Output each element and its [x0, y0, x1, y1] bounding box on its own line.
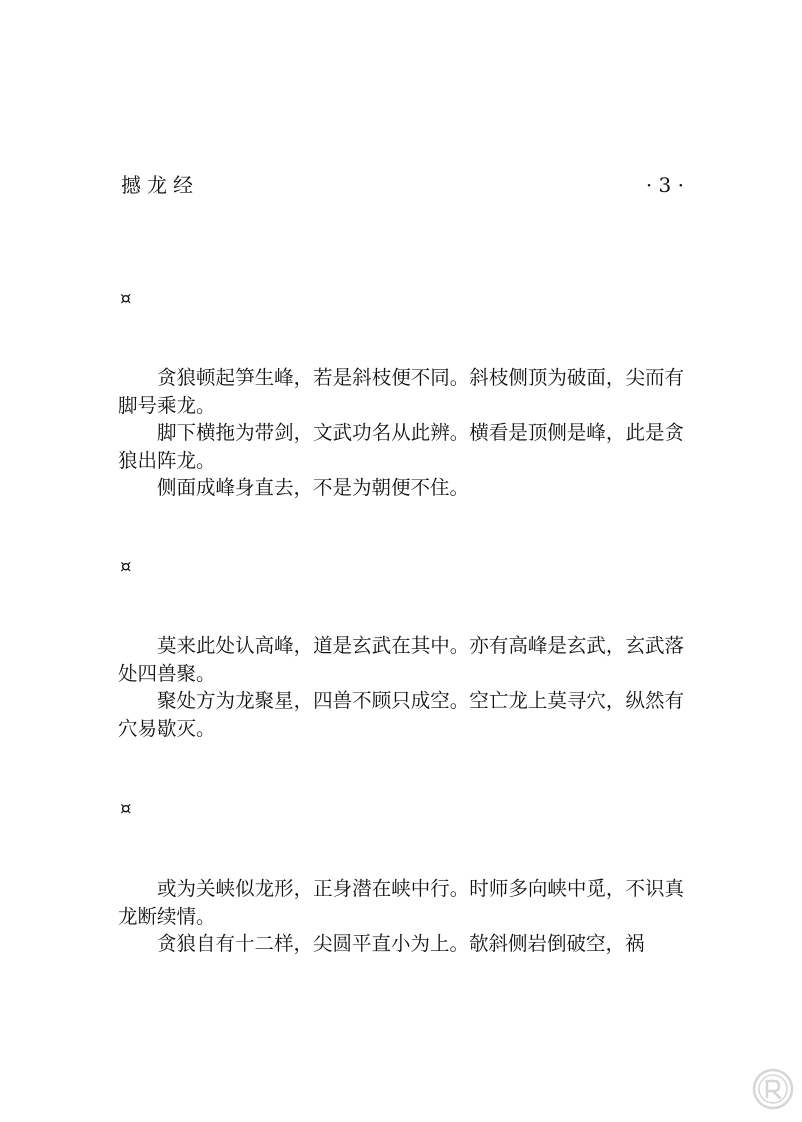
- paragraph: 聚处方为龙聚星，四兽不顾只成空。空亡龙上莫寻穴，纵然有穴易歇灭。: [118, 689, 684, 740]
- running-header-title: 撼龙经: [121, 173, 199, 197]
- paragraph: 侧面成峰身直去，不是为朝便不住。: [157, 476, 470, 499]
- section-2-text: [118, 632, 684, 742]
- section-marker: ¤: [120, 556, 132, 577]
- paragraph: 脚下横拖为带剑，文武功名从此辨。横看是顶侧是峰，此是贪狼出阵龙。: [118, 421, 684, 472]
- section-marker: ¤: [120, 288, 132, 309]
- watermark-logo-icon: [752, 1068, 794, 1110]
- section-3-text: [118, 875, 684, 958]
- paragraph: 或为关峡似龙形，正身潜在峡中行。时师多向峡中觅，不识真龙断续情。: [118, 877, 684, 928]
- paragraph: 贪狼自有十二样，尖圆平直小为上。欹斜侧岩倒破空，祸: [157, 932, 645, 955]
- page-number: · 3 ·: [645, 173, 684, 197]
- paragraph: 莫来此处认高峰，道是玄武在其中。亦有高峰是玄武，玄武落处四兽聚。: [118, 634, 684, 685]
- section-1-text: [118, 364, 684, 502]
- section-marker: ¤: [120, 798, 132, 819]
- paragraph: 贪狼顿起笋生峰，若是斜枝便不同。斜枝侧顶为破面，尖而有脚号乘龙。: [118, 366, 684, 417]
